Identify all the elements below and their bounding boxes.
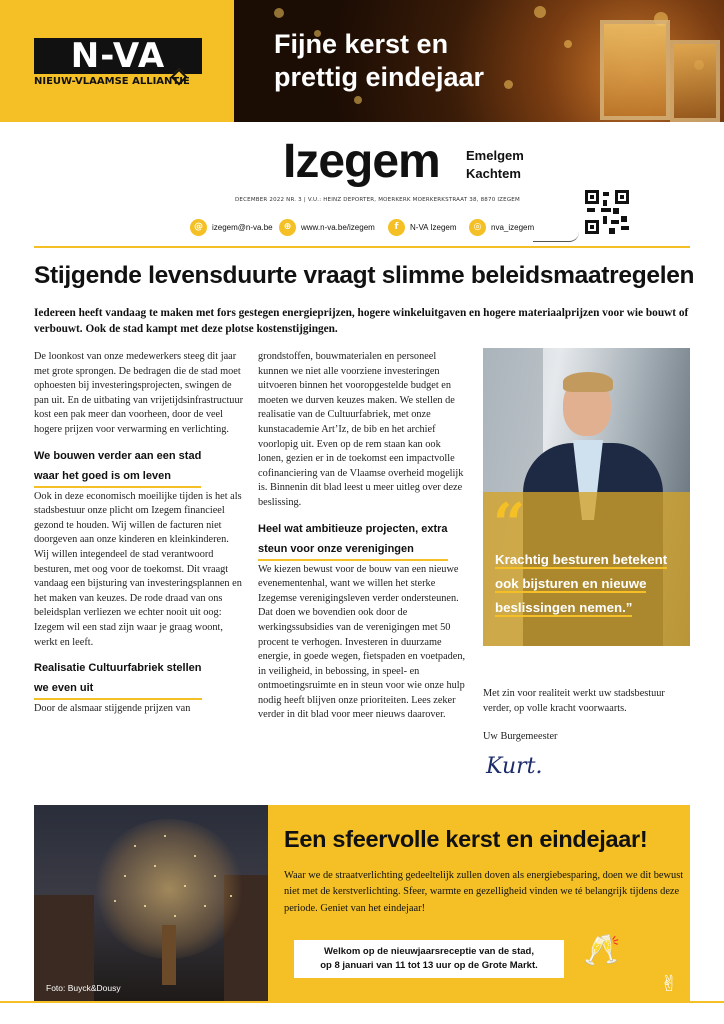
contact-instagram-label: nva_izegem (491, 223, 535, 232)
quote-mark-icon: “ (493, 491, 526, 557)
quote-line: Krachtig besturen betekent (495, 552, 668, 567)
invite-line: op 8 januari van 11 tot 13 uur op de Grote Markt. (320, 960, 538, 971)
article-column-2 (258, 350, 468, 723)
reception-invite (294, 940, 564, 978)
instagram-icon: ◎ (469, 219, 486, 236)
banner-title (274, 28, 484, 94)
paragraph: grondstoffen, bouwmaterialen en personeel kunnen we niet alle voorziene investeringen uitvoeren binnen het vooropgestelde budget en moeten we durven keuzes maken. We stellen de realisatie van de Cultuurfabriek, met onze kunstacademie Art’Iz, de bib en het archief voorlopig uit. Even op de rem staan kan ook lonen, gezien er in de toekomst een impactvolle cofinanciering van de Vlaamse overheid mogelijk is. Binnenin dit blad leest u meer uitleg over deze beslissing. (258, 351, 464, 508)
contact-facebook-label: N-VA Izegem (410, 223, 457, 232)
invite-line: Welkom op de nieuwjaarsreceptie van de stad, (324, 946, 534, 957)
subheading (34, 446, 201, 488)
subcity-emelgem: Emelgem (466, 148, 524, 163)
logo-text: N-VA (70, 36, 166, 76)
nva-logo[interactable] (34, 38, 202, 74)
contact-website[interactable] (279, 219, 375, 237)
logo-subtitle: NIEUW-VLAAMSE ALLIANTIE (34, 76, 190, 87)
subcity-kachtem: Kachtem (466, 166, 521, 181)
subheading-line: waar het goed is om leven (34, 469, 171, 482)
logo-panel (0, 0, 234, 122)
contact-facebook[interactable] (388, 219, 457, 237)
banner-title-line1: Fijne kerst en (274, 29, 449, 59)
subheading-line: We bouwen verder aan een stad (34, 449, 202, 462)
signoff: Uw Burgemeester (483, 731, 558, 742)
subheading-line: steun voor onze verenigingen (258, 542, 414, 555)
article-column-1 (34, 350, 244, 717)
lantern-icon (600, 20, 670, 120)
city-title: Izegem (283, 135, 440, 188)
article-intro: Iedereen heeft vandaag te maken met fors gestegen energieprijzen, hogere winkeluitgaven en hogere materiaalprijzen voor wie bouwt of verbouwt. Ook de stad kampt met deze plotse kostenstijgingen. (34, 307, 689, 335)
qr-code-icon[interactable] (585, 190, 629, 234)
divider (34, 246, 690, 248)
photo-credit: Foto: Buyck&Dousy (46, 983, 121, 993)
subheading-line: we even uit (34, 682, 94, 695)
divider (0, 1001, 724, 1003)
lantern-icon (670, 40, 720, 122)
subheading (34, 658, 202, 700)
facebook-icon: f (388, 219, 405, 236)
pull-quote (495, 548, 685, 620)
band-text: Waar we de straatverlichting gedeeltelijk zullen doven als energiebesparing, doen we dit bewust niet met de kerstverlichting. Sfeer, warmte en gezelligheid vinden we té belangrijk tijdens deze periode. Geniet van het eindejaar! (284, 870, 684, 914)
contact-website-label: www.n-va.be/izegem (301, 223, 375, 232)
subheading-line: Realisatie Cultuurfabriek stellen (34, 662, 202, 675)
quote-line: beslissingen nemen.” (495, 600, 633, 615)
subheading (258, 519, 448, 561)
contact-email-label: izegem@n-va.be (212, 223, 273, 232)
paragraph: De loonkost van onze medewerkers steeg dit jaar met grote sprongen. De bedragen die de stad moet ophoesten bij investeringsprojecten, swingen de pan uit. En de uitbating van vrijetijdsinfrastructuur kost een pak meer dan voorheen, door de veel hogere prijzen voor verwarming en verlichting. (34, 351, 244, 435)
contact-email[interactable] (190, 219, 273, 237)
edition-info: DECEMBER 2022 NR. 3 | V.U.: HEINZ DEPORTER, MOERKERK MOERKERKSTRAAT 38, 8870 IZEGEM (235, 197, 520, 203)
article-headline: Stijgende levensduurte vraagt slimme beleidsmaatregelen (34, 262, 695, 289)
quote-line: ook bijsturen en nieuwe (495, 576, 647, 591)
christmas-tree-photo (34, 805, 268, 1001)
contact-instagram[interactable] (469, 219, 534, 237)
hair (563, 372, 613, 392)
subheading-line: Heel wat ambitieuze projecten, extra (258, 522, 448, 535)
mayor-portrait (483, 348, 690, 646)
header (0, 0, 724, 122)
arrow-icon (533, 232, 579, 242)
paragraph: We kiezen bewust voor de bouw van een nieuwe evenementenhal, want we willen het sterke Izegemse verenigingsleven verder ondersteunen. Dat doen we bovendien ook door de werkingssubsidies van de verenigingen met 50 procent te verhogen. Investeren in duurzame energie, in goede wegen, fietspaden en voetpaden, in veiligheid, in bebossing, in speel- en ontmoetingsruimte en in steun voor wie onze hulp nodig heeft blijven onze prioriteiten. Lees zeker verder in dit blad voor meer nieuws daarover. (258, 563, 466, 721)
email-icon: @ (190, 219, 207, 236)
paragraph: Ook in deze economisch moeilijke tijden is het als stadsbestuur onze plicht om Izegem financieel gezond te houden. Wij willen de facturen niet doorgeven aan onze kinderen en kleinkinderen. Wij willen integendeel de stad verantwoord besturen, met oog voor de toekomst. Dit vraagt vandaag een bijsturing van investeringsplannen en het maken van keuzes. De rode draad van ons beleidsplan verliezen we echter nooit uit oog: Izegem wil een stad zijn waar je graag woont, werkt en leeft. (34, 490, 242, 648)
signature: Kurt. (486, 754, 543, 779)
web-icon: ⊕ (279, 219, 296, 236)
band-title: Een sfeervolle kerst en eindejaar! (284, 826, 648, 852)
champagne-glasses-icon: 🥂 (583, 933, 621, 968)
paragraph: Door de alsmaar stijgende prijzen van (34, 703, 191, 715)
banner-title-line2: prettig eindejaar (274, 62, 485, 92)
closing-text: Met zin voor realiteit werkt uw stadsbestuur verder, op volle kracht voorwaarts. (483, 688, 665, 714)
victory-hand-icon: ✌ (660, 972, 679, 997)
